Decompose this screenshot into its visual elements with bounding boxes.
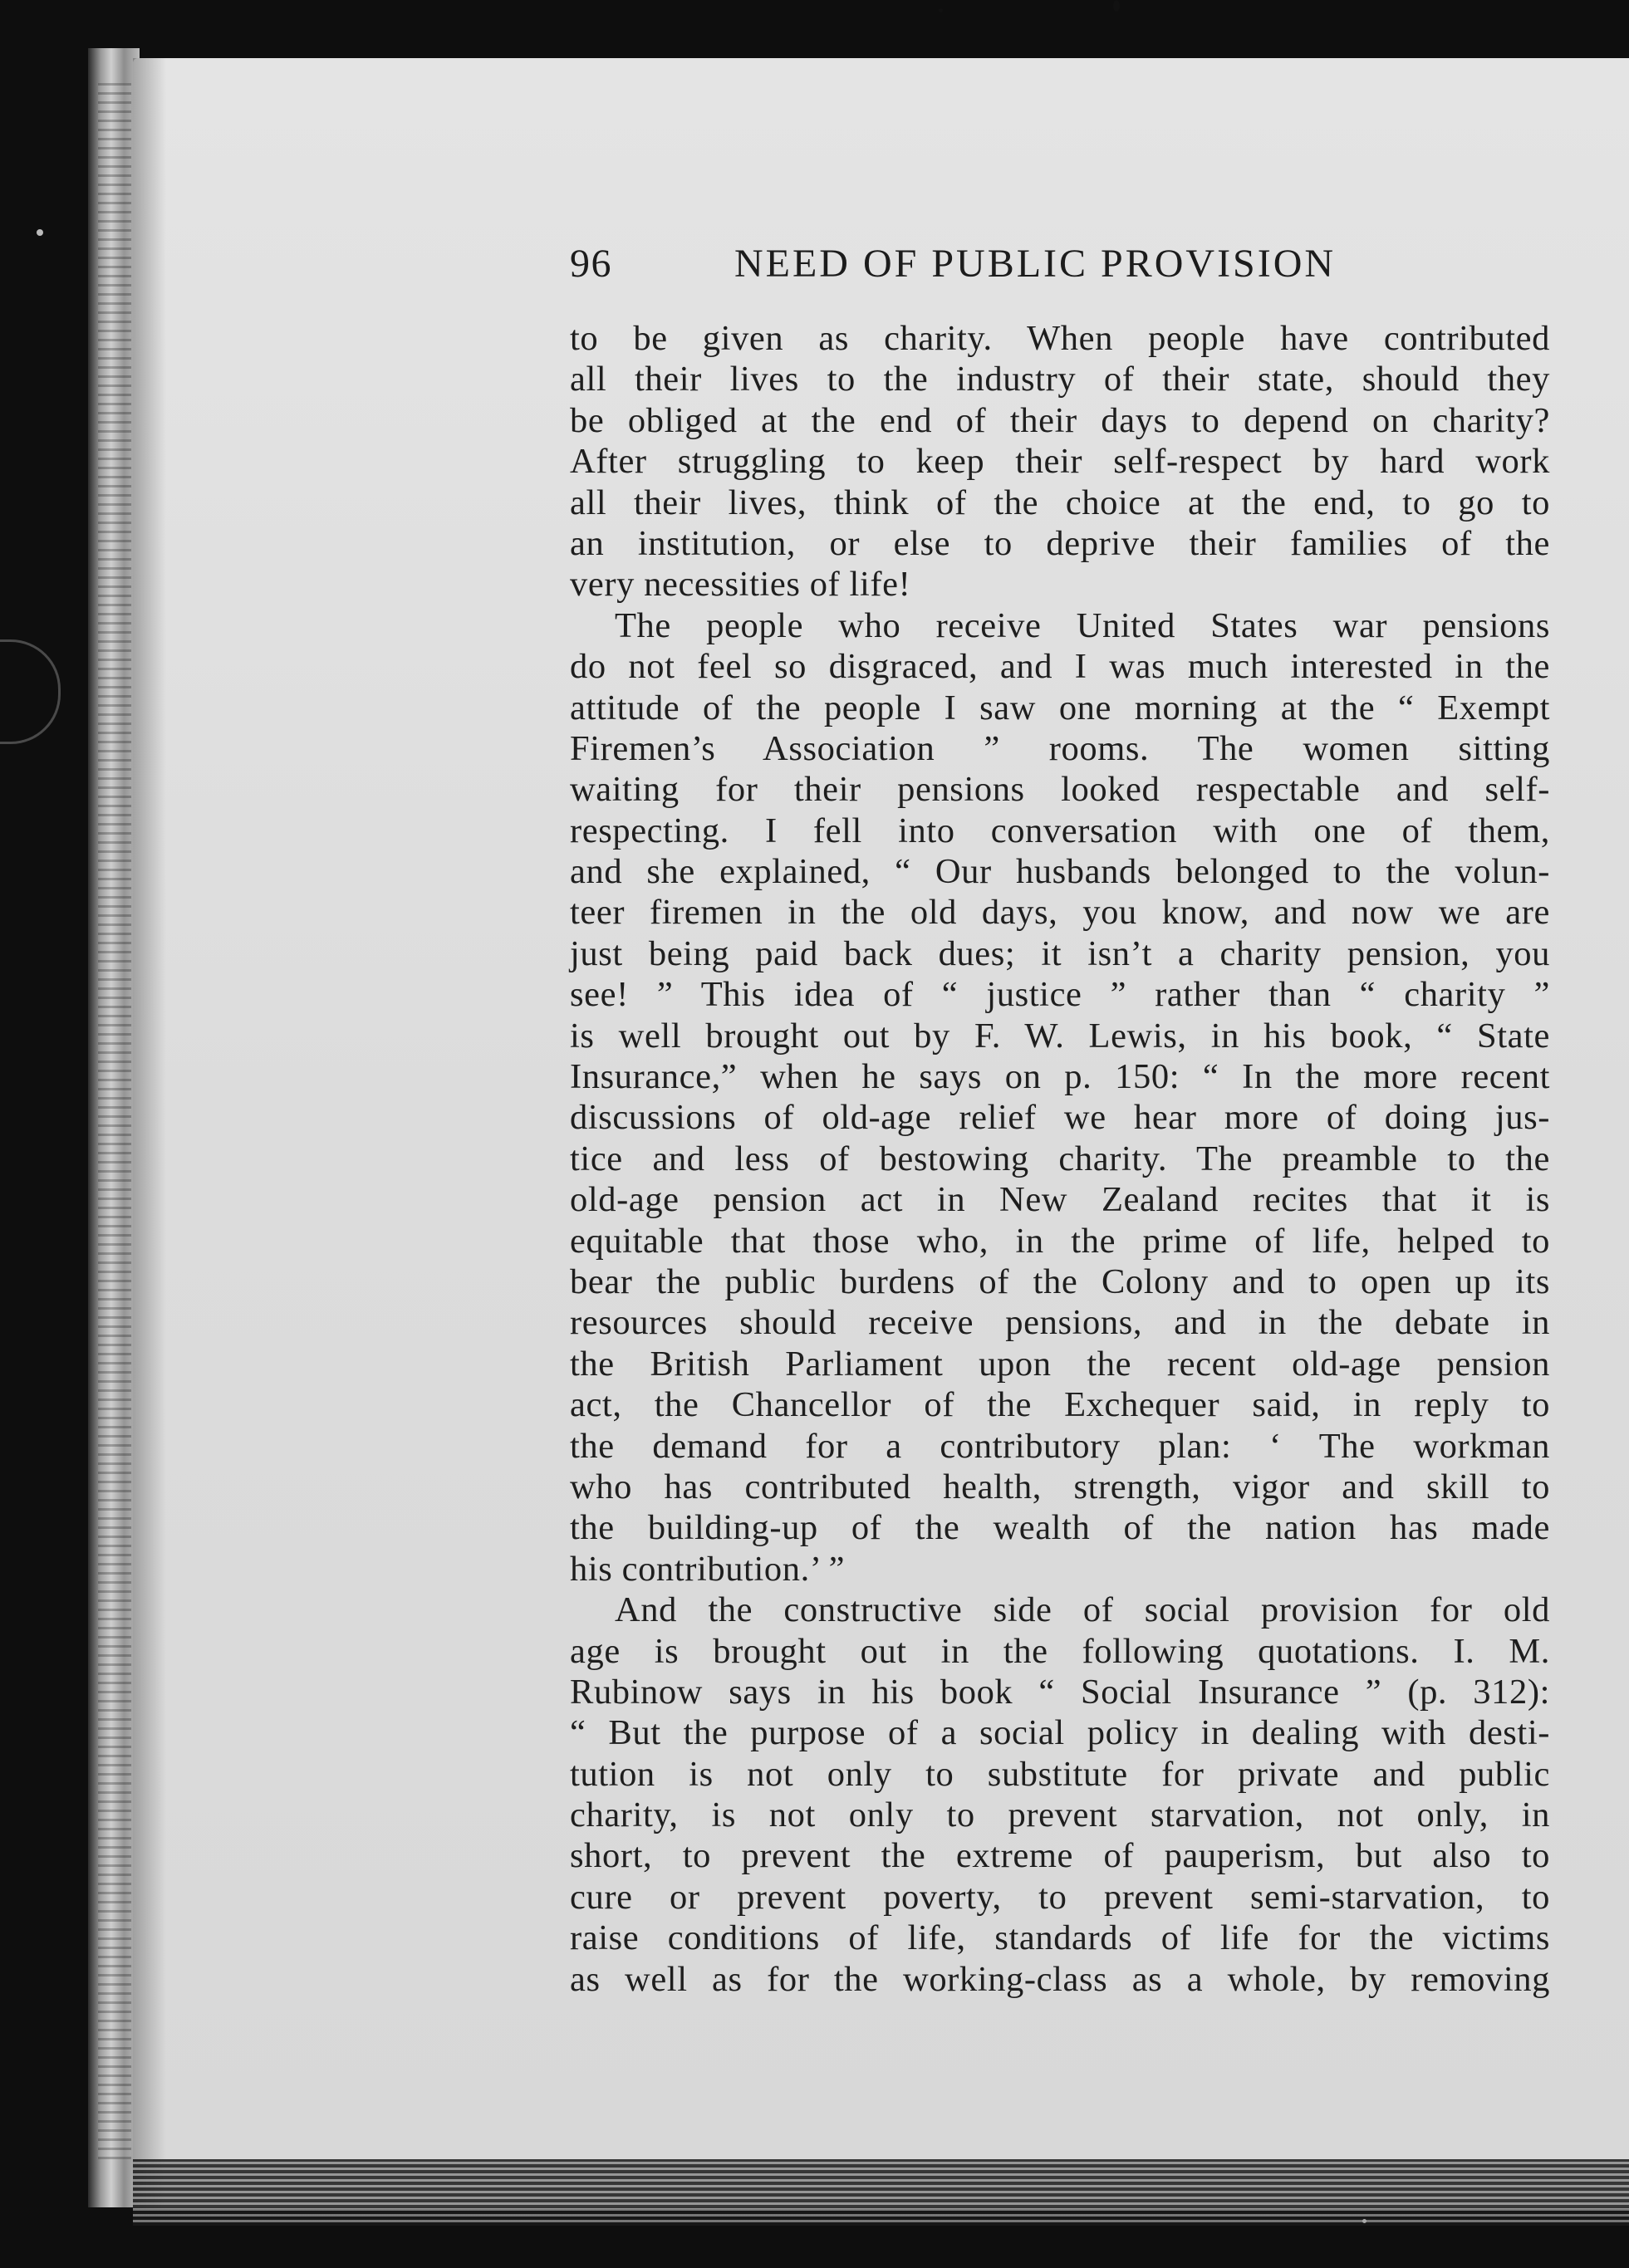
gutter-shadow: [133, 58, 166, 2209]
text-line: be obliged at the end of their days to depend on charity?: [570, 400, 1550, 440]
text-line: is well brought out by F. W. Lewis, in his book, “ State: [570, 1016, 1550, 1056]
text-line: tice and less of bestowing charity. The preamble to the: [570, 1139, 1550, 1178]
text-line: attitude of the people I saw one morning at the “ Exempt: [570, 688, 1550, 727]
text-line: cure or prevent poverty, to prevent semi-starvation, to: [570, 1877, 1550, 1917]
text-line: do not feel so disgraced, and I was much interested in the: [570, 647, 1550, 687]
text-line: who has contributed health, strength, vigor and skill to: [570, 1467, 1550, 1506]
dust-speck: [1362, 2219, 1366, 2223]
text-line: The people who receive United States war pensions: [615, 605, 1550, 645]
text-line: very necessities of life!: [570, 565, 911, 605]
text-line: discussions of old-age relief we hear more of doing jus-: [570, 1098, 1550, 1138]
text-line: equitable that those who, in the prime of life, helped to: [570, 1221, 1550, 1261]
text-line: tution is not only to substitute for private and public: [570, 1754, 1550, 1794]
text-line: all their lives, think of the choice at the end, to go to: [570, 483, 1550, 522]
page-stack-bottom-edge: [133, 2159, 1629, 2226]
text-line: Rubinow says in his book “ Social Insurance ” (p. 312):: [570, 1672, 1550, 1712]
text-line: And the constructive side of social provision for old: [615, 1590, 1550, 1630]
binding-arc: [0, 639, 61, 744]
text-line: raise conditions of life, standards of life for the victims: [570, 1918, 1550, 1958]
text-line: bear the public burdens of the Colony and to open up its: [570, 1261, 1550, 1301]
text-line: an institution, or else to deprive their families of the: [570, 523, 1550, 563]
text-line: resources should receive pensions, and in the debate in: [570, 1303, 1550, 1343]
text-line: charity, is not only to prevent starvation, not only, in: [570, 1795, 1550, 1835]
text-line: act, the Chancellor of the Exchequer said, in reply to: [570, 1385, 1550, 1425]
page-edge-texture: [98, 83, 131, 2159]
text-line: “ But the purpose of a social policy in dealing with desti-: [570, 1713, 1550, 1753]
text-line: age is brought out in the following quotations. I. M.: [570, 1631, 1550, 1671]
dust-speck: [1113, 0, 1120, 12]
text-line: all their lives to the industry of their state, should they: [570, 360, 1550, 399]
text-line: old-age pension act in New Zealand recites that it is: [570, 1180, 1550, 1220]
text-line: as well as for the working-class as a whole, by removing: [570, 1959, 1550, 1999]
text-line: short, to prevent the extreme of pauperism, but also to: [570, 1836, 1550, 1876]
text-line: the British Parliament upon the recent old-age pension: [570, 1344, 1550, 1384]
text-line: his contribution.’ ”: [570, 1549, 846, 1589]
body-text: [570, 318, 1550, 2000]
text-line: After struggling to keep their self-respect by hard work: [570, 442, 1550, 482]
text-line: the building-up of the wealth of the nation has made: [570, 1508, 1550, 1548]
text-line: see! ” This idea of “ justice ” rather than “ charity ”: [570, 975, 1550, 1015]
running-head-title: NEED OF PUBLIC PROVISION: [734, 242, 1337, 286]
text-line: Insurance,” when he says on p. 150: “ In the more recent: [570, 1057, 1550, 1097]
page-number: 96: [570, 242, 612, 286]
text-line: waiting for their pensions looked respectable and self-: [570, 770, 1550, 810]
dust-speck: [939, 8, 943, 12]
dust-speck: [37, 229, 43, 236]
text-line: Firemen’s Association ” rooms. The women sitting: [570, 728, 1550, 768]
text-line: respecting. I fell into conversation with one of them,: [570, 811, 1550, 850]
text-line: teer firemen in the old days, you know, and now we are: [570, 893, 1550, 933]
text-line: to be given as charity. When people have contributed: [570, 319, 1550, 358]
text-line: and she explained, “ Our husbands belonged to the volun-: [570, 852, 1550, 892]
text-line: just being paid back dues; it isn’t a charity pension, you: [570, 933, 1550, 973]
text-line: the demand for a contributory plan: ‘ The workman: [570, 1426, 1550, 1466]
running-header: [570, 241, 1550, 299]
